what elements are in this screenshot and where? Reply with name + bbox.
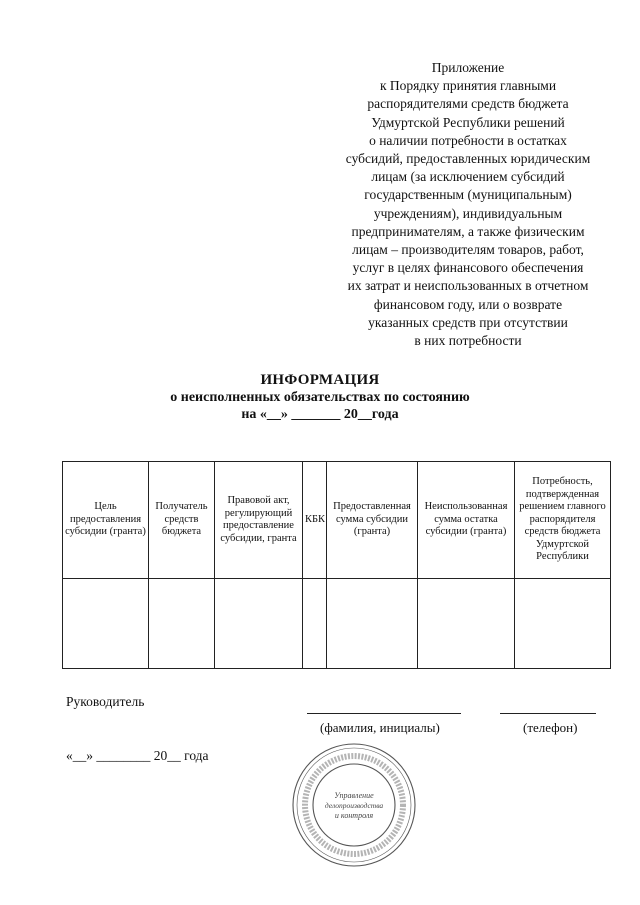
- table-cell[interactable]: [149, 579, 215, 669]
- official-stamp: [290, 741, 418, 869]
- header-cell-legal-act: Правовой акт, регулирующий предоставление субсидии, гранта: [215, 462, 303, 579]
- appendix-line: Приложение: [431, 60, 505, 75]
- header-cell-provided-sum: Предоставленная сумма субсидии (гранта): [327, 462, 418, 579]
- phone-caption: (телефон): [523, 720, 578, 735]
- appendix-line: в них потребности: [414, 333, 522, 349]
- appendix-line: предпринимателям, а также физическим: [351, 223, 585, 239]
- table-row: [63, 579, 611, 669]
- appendix-line: Удмуртской Республики решений: [371, 114, 565, 130]
- appendix-line: лицам – производителям товаров, работ,: [352, 242, 584, 258]
- title-main: ИНФОРМАЦИЯ: [260, 372, 380, 388]
- signature-date-line: «__» ________ 20__ года: [66, 748, 209, 763]
- header-cell-unused-sum: Неиспользованная сумма остатка субсидии (гранта): [418, 462, 515, 579]
- appendix-line: к Порядку принятия главными: [379, 78, 557, 94]
- table-header-row: [63, 462, 611, 579]
- appendix-line: государственным (муниципальным): [364, 187, 572, 203]
- stamp-text-line: и контроля: [334, 811, 374, 820]
- name-caption: (фамилия, инициалы): [320, 720, 440, 735]
- appendix-line: лицам (за исключением субсидий: [371, 169, 565, 185]
- title-date-line: на «__» _______ 20__года: [241, 407, 399, 422]
- appendix-line: субсидий, предоставленных юридическим: [345, 151, 591, 167]
- table-cell[interactable]: [215, 579, 303, 669]
- appendix-line: финансовом году, или о возврате: [373, 296, 563, 312]
- info-table: [62, 461, 611, 669]
- title-subtitle: о неисполненных обязательствах по состоянию: [170, 390, 470, 405]
- phone-signature-line: [500, 713, 596, 714]
- appendix-line: о наличии потребности в остатках: [369, 132, 567, 148]
- stamp-text-line: делопроизводства: [324, 801, 384, 810]
- appendix-line: их затрат и неиспользованных в отчетном: [347, 278, 589, 294]
- table-cell[interactable]: [63, 579, 149, 669]
- appendix-line: учреждениям), индивидуальным: [373, 205, 563, 221]
- header-cell-confirmed-need: Потребность, подтвержденная решением главного распорядителя средств бюджета Удмуртской Республики: [515, 462, 611, 579]
- document-title: [0, 372, 640, 423]
- appendix-block: [318, 59, 618, 350]
- appendix-line: указанных средств при отсутствии: [368, 314, 568, 330]
- appendix-line: услуг в целях финансового обеспечения: [352, 260, 584, 276]
- table-cell[interactable]: [418, 579, 515, 669]
- header-cell-kbk: КБК: [303, 462, 327, 579]
- table-cell[interactable]: [515, 579, 611, 669]
- table-cell[interactable]: [327, 579, 418, 669]
- name-signature-line: [307, 713, 461, 714]
- appendix-line: распорядителями средств бюджета: [367, 96, 569, 112]
- table-cell[interactable]: [303, 579, 327, 669]
- head-label: Руководитель: [66, 694, 145, 709]
- header-cell-purpose: Цель предоставления субсидии (гранта): [63, 462, 149, 579]
- stamp-text-line: Управление: [334, 791, 374, 800]
- header-cell-recipient: Получатель средств бюджета: [149, 462, 215, 579]
